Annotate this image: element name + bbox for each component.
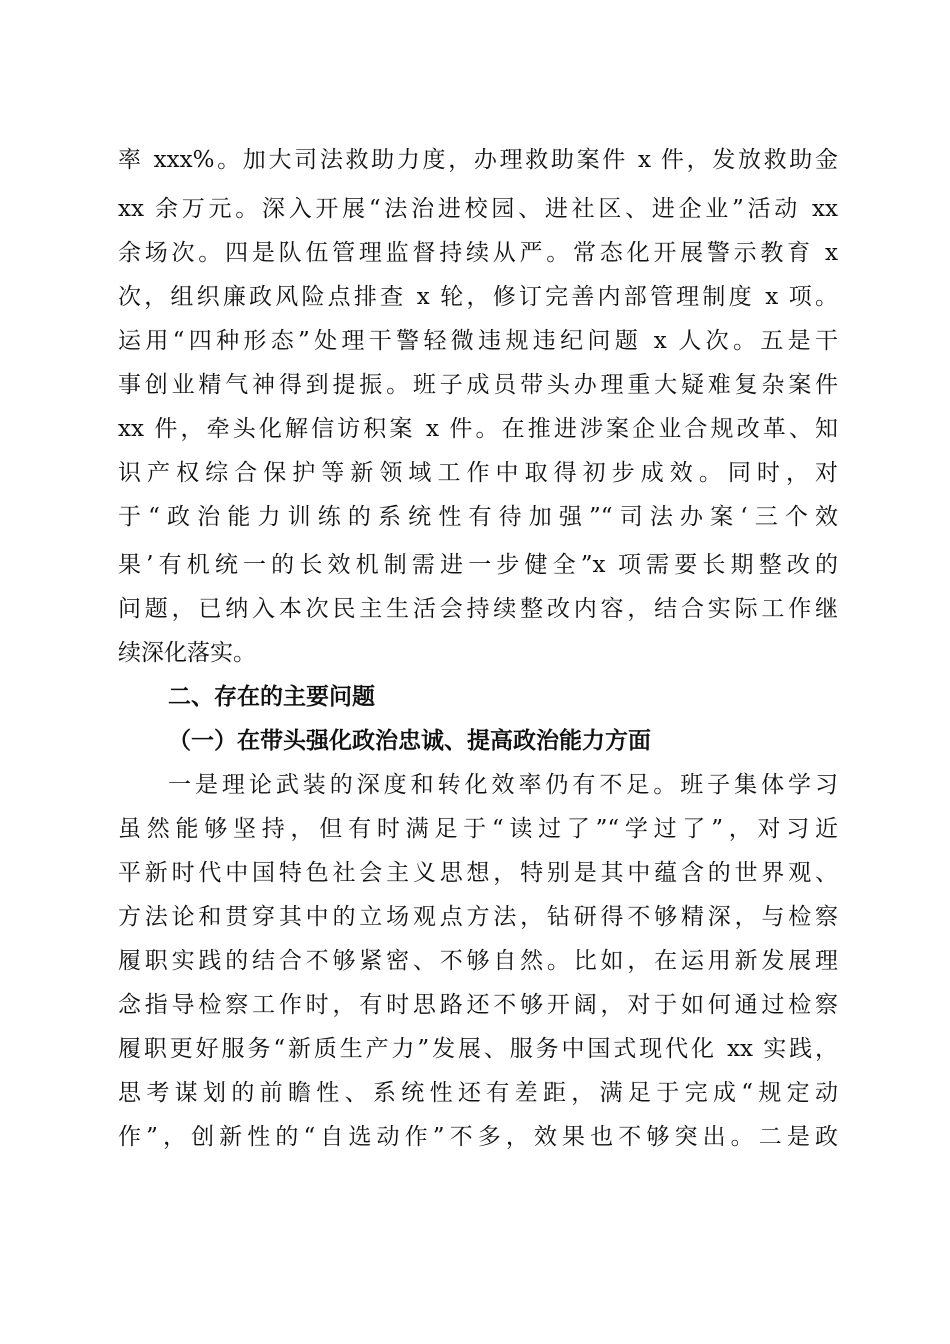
paragraph-line: 于“政治能力训练的系统性有待加强”“司法办案‘三个效 <box>118 504 838 530</box>
paragraph-line: 事创业精气神得到提振。班子成员带头办理重大疑难复杂案件 <box>118 372 838 398</box>
paragraph-line: 续深化落实。 <box>118 640 256 666</box>
paragraph-line: 虽然能够坚持，但有时满足于“读过了”“学过了”，对习近 <box>118 816 838 842</box>
paragraph-line: 识产权综合保护等新领域工作中取得初步成效。同时，对 <box>118 460 838 486</box>
paragraph-line: xx 件，牵头化解信访积案 x 件。在推进涉案企业合规改革、知 <box>118 416 838 442</box>
section-title: 二、存在的主要问题 <box>168 684 375 710</box>
body-first-line: 一是理论武装的深度和转化效率仍有不足。班子集体学习 <box>168 772 838 798</box>
paragraph-line: 履职更好服务“新质生产力”发展、服务中国式现代化 xx 实践， <box>118 1036 838 1062</box>
paragraph-line: 作”，创新性的“自选动作”不多，效果也不够突出。二是政 <box>118 1124 838 1150</box>
paragraph-line: 方法论和贯穿其中的立场观点方法，钻研得不够精深，与检察 <box>118 904 838 930</box>
paragraph-line: xx 余万元。深入开展“法治进校园、进社区、进企业”活动 xx <box>118 196 838 222</box>
paragraph-line: 率 xxx%。加大司法救助力度，办理救助案件 x 件，发放救助金 <box>118 147 838 173</box>
paragraph-line: 运用“四种形态”处理干警轻微违规违纪问题 x 人次。五是干 <box>118 328 838 354</box>
paragraph-line: 念指导检察工作时，有时思路还不够开阔，对于如何通过检察 <box>118 992 838 1018</box>
paragraph-line: 余场次。四是队伍管理监督持续从严。常态化开展警示教育 x <box>118 240 838 266</box>
paragraph-line: 果’有机统一的长效机制需进一步健全”x 项需要长期整改的 <box>118 552 838 578</box>
paragraph-line: 问题，已纳入本次民主生活会持续整改内容，结合实际工作继 <box>118 596 838 622</box>
paragraph-line: 履职实践的结合不够紧密、不够自然。比如，在运用新发展理 <box>118 948 838 974</box>
paragraph-line: 次，组织廉政风险点排查 x 轮，修订完善内部管理制度 x 项。 <box>118 284 838 310</box>
subsection-title: （一）在带头强化政治忠诚、提高政治能力方面 <box>168 727 651 754</box>
paragraph-line: 平新时代中国特色社会主义思想，特别是其中蕴含的世界观、 <box>118 860 838 886</box>
paragraph-line: 思考谋划的前瞻性、系统性还有差距，满足于完成“规定动 <box>118 1080 838 1106</box>
